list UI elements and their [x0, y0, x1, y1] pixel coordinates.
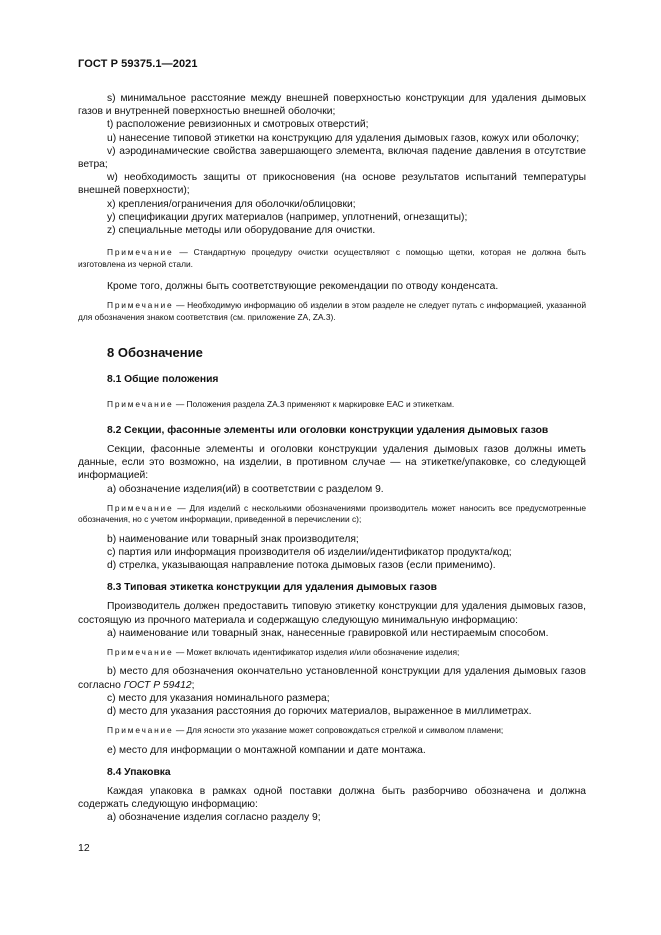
note-text: — Может включать идентификатор изделия и/или обозначение изделия; [175, 646, 460, 657]
note [78, 725, 586, 737]
list-item-text: b) место для обозначения окончательно установленной конструкции для удаления дымовых газов согласно [78, 666, 586, 691]
list-item: c) место для указания номинального размера; [107, 692, 330, 704]
page-content [78, 92, 586, 825]
running-header: ГОСТ Р 59375.1—2021 [78, 58, 198, 70]
list-item: b) наименование или товарный знак производителя; [107, 533, 359, 545]
subsection-heading: 8.4 Упаковка [107, 766, 171, 778]
list-item: v) аэродинамические свойства завершающего элемента, включая падение давления в отсутствие ветра; [78, 145, 586, 171]
note-label: Примечание [107, 399, 174, 410]
note-label: Примечание [107, 300, 174, 311]
note-label: Примечание [107, 502, 174, 513]
section-heading: 8 Обозначение [107, 345, 203, 361]
list-item: а) наименование или товарный знак, нанесенные гравировкой или нестираемым способом. [107, 627, 549, 639]
subsection-heading: 8.2 Секции, фасонные элементы или оголовки конструкции удаления дымовых газов [107, 424, 549, 436]
note-text: — Положения раздела ZA.3 применяют к маркировке ЕАС и этикеткам. [175, 399, 455, 410]
paragraph: Секции, фасонные элементы и оголовки конструкции удаления дымовых газов должны иметь данные, если это возможно, на изделии, в противном случае — на этикетке/упаковке, со следующей информацией: [78, 443, 586, 482]
note-text: — Необходимую информацию об изделии в этом разделе не следует путать с информацией, указанной для обозначения знаком соответствия (см. приложение ZA, ZA.3). [78, 300, 587, 322]
paragraph: Кроме того, должны быть соответствующие рекомендации по отводу конденсата. [107, 281, 499, 293]
page-number: 12 [78, 842, 90, 854]
note [78, 647, 586, 659]
note [78, 503, 586, 526]
list-item: w) необходимость защиты от прикосновения (на основе результатов испытаний температуры внешней поверхности); [78, 172, 586, 197]
standard-reference: ГОСТ Р 59412 [123, 679, 192, 691]
subsection-heading: 8.3 Типовая этикетка конструкции для удаления дымовых газов [107, 582, 437, 594]
list-item: d) место для указания расстояния до горючих материалов, выраженное в миллиметрах. [107, 706, 532, 718]
note [78, 247, 586, 270]
list-item: s) минимальное расстояние между внешней поверхностью конструкции для удаления дымовых газов и внутренней поверхностью внешней оболочки; [78, 93, 586, 118]
note-label: Примечание [107, 646, 174, 657]
paragraph: Каждая упаковка в рамках одной поставки должна быть разборчиво обозначена и должна содержать следующую информацию: [78, 785, 586, 811]
list-item-tail: ; [191, 679, 195, 691]
list-item: а) обозначение изделия(ий) в соответствии с разделом 9. [107, 483, 384, 495]
note-text: — Для ясности это указание может сопровождаться стрелкой и символом пламени; [175, 725, 504, 736]
note-text: — Для изделий с несколькими обозначениями производитель может наносить все предусмотренные обозначения, но с учетом информации, приведенной в перечислении с); [78, 502, 587, 525]
list-item: e) место для информации о монтажной компании и дате монтажа. [107, 744, 426, 756]
list-item: а) обозначение изделия согласно разделу 9; [107, 812, 321, 824]
list-item: c) партия или информация производителя об изделии/идентификатор продукта/код; [107, 546, 512, 558]
note-text: — Стандартную процедуру очистки осуществляют с помощью щетки, которая не должна быть изготовлена из черной стали. [78, 247, 586, 269]
list-item: u) нанесение типовой этикетки на конструкцию для удаления дымовых газов, кожух или оболочку; [107, 132, 580, 144]
list-item: d) стрелка, указывающая направление потока дымовых газов (если применимо). [107, 560, 496, 572]
note [78, 399, 586, 411]
list-item [78, 665, 586, 691]
list-item: z) специальные методы или оборудование для очистки. [107, 225, 376, 237]
list-item: y) спецификации других материалов (например, уплотнений, огнезащиты); [107, 211, 468, 223]
subsection-heading: 8.1 Общие положения [107, 374, 219, 386]
list-item: t) расположение ревизионных и смотровых отверстий; [107, 119, 369, 131]
paragraph: Производитель должен предоставить типовую этикетку конструкции для удаления дымовых газов, состоящую из прочного материала и содержащую следующую минимальную информацию: [78, 601, 586, 626]
note-label: Примечание [107, 247, 174, 258]
note-label: Примечание [107, 725, 174, 736]
note [78, 300, 586, 323]
list-item: x) крепления/ограничения для оболочки/облицовки; [107, 198, 356, 210]
